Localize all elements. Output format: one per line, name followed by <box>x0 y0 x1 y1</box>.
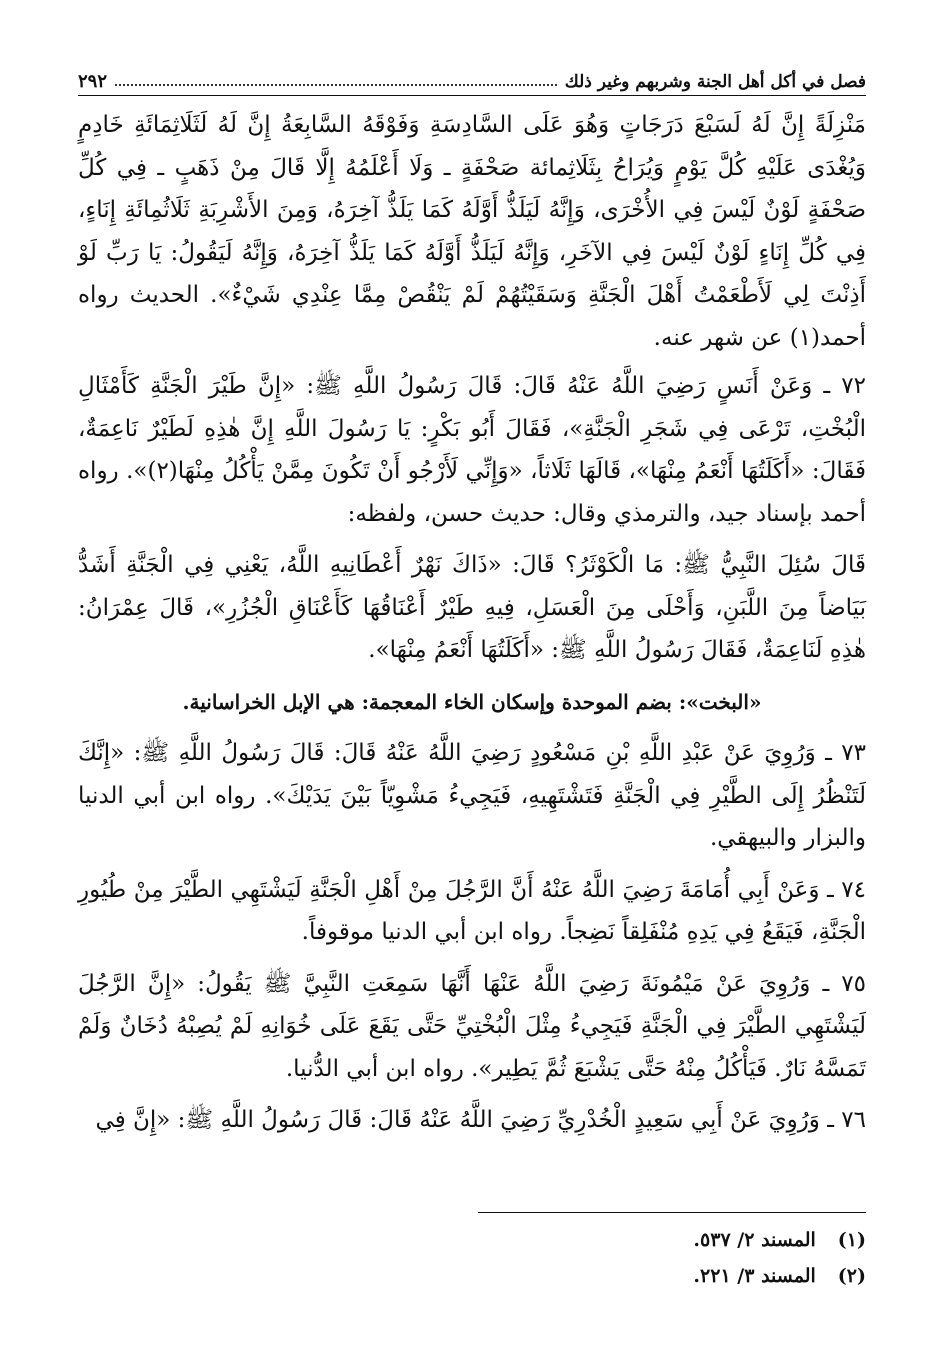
hadith-74: ٧٤ ـ وَعَنْ أَبِي أُمَامَةَ رَضِيَ اللَّهُ عَنْهُ أَنَّ الرَّجُلَ مِنْ أَهْلِ الْجَنَّةِ لَيَشْتَهِي الطَّيْرَ مِنْ طُيُورِ الْجَنَّةِ، فَيَقَعُ فِي يَدِهِ مُنْفَلِقاً نَضِجاً. رواه ابن أبي الدنيا موقوفاً. <box>78 876 866 945</box>
hadith-75: ٧٥ ـ وَرُوِيَ عَنْ مَيْمُونَةَ رَضِيَ اللَّهُ عَنْهَا أَنَّهَا سَمِعَتِ النَّبِيَّ ﷺ يَقُولُ: «إِنَّ الرَّجُلَ لَيَشْتَهِي الطَّيْرَ فِي الْجَنَّةِ فَيَجِيءُ مِثْلَ الْبُخْتِيِّ حَتَّى يَقَعَ عَلَى خُوَانِهِ لَمْ يُصِبْهُ دُخَانٌ وَلَمْ تَمَسَّهُ نَارٌ. فَيَأْكُلُ مِنْهُ حَتَّى يَشْبَعَ ثُمَّ يَطِير». رواه ابن أبي الدُّنيا. <box>78 970 866 1082</box>
running-title: فصل في أكل أهل الجنة وشربهم وغير ذلك <box>564 72 866 92</box>
hadith-72: ٧٢ ـ وَعَنْ أَنَسٍ رَضِيَ اللَّهُ عَنْهُ قَالَ: قَالَ رَسُولُ اللَّهِ ﷺ: «إِنَّ طَيْرَ الْجَنَّةِ كَأَمْثَالِ الْبُخْتِ، تَرْعَى فِي شَجَرِ الْجَنَّةِ»، فَقَالَ أَبُو بَكْرٍ: يَا رَسُولَ اللَّهِ إِنَّ هٰذِهِ لَطَيْرٌ نَاعِمَةٌ، فَقَالَ: «أَكَلَتُهَا أَنْعَمُ مِنْهَا»، قَالَهَا ثَلَاثاً، «وَإِنِّي لَأَرْجُو أَنْ تَكُونَ مِمَّنْ يَأْكُلُ مِنْهَا(٢)». رواه أحمد بإسناد جيد، والترمذي وقال: حديث حسن، ولفظه: <box>78 373 866 527</box>
footnote-text: المسند ٢/ ٥٣٧. <box>693 1229 816 1251</box>
hadith-76: ٧٦ ـ وَرُوِيَ عَنْ أَبِي سَعِيدٍ الْخُدْرِيِّ رَضِيَ اللَّهُ عَنْهُ قَالَ: قَالَ رَسُولُ اللَّهِ ﷺ: «إِنَّ فِي <box>95 1107 866 1133</box>
footnotes <box>560 1222 866 1294</box>
footnote-2 <box>560 1258 866 1294</box>
footnote-marker: (١) <box>837 1229 866 1251</box>
footnote-text: المسند ٣/ ٢٢١. <box>693 1265 816 1287</box>
hadith-73: ٧٣ ـ وَرُوِيَ عَنْ عَبْدِ اللَّهِ بْنِ مَسْعُودٍ رَضِيَ اللَّهُ عَنْهُ قَالَ: قَالَ رَسُولُ اللَّهِ ﷺ: «إِنَّكَ لَتَنْظُرُ إِلَى الطَّيْرِ فِي الْجَنَّةِ فَتَشْتَهِيهِ، فَيَجِيءُ مَشْوِيّاً بَيْنَ يَدَيْكَ». رواه ابن أبي الدنيا والبزار والبيهقي. <box>78 740 866 851</box>
page-header <box>78 66 866 92</box>
glossary-note: «البخت»: بضم الموحدة وإسكان الخاء المعجمة: هي الإبل الخراسانية. <box>182 689 762 714</box>
header-rule <box>78 95 866 96</box>
footnote-rule <box>478 1212 866 1213</box>
header-dot-leader <box>115 84 557 86</box>
page-number: ٢٩٢ <box>78 71 108 92</box>
hadith-72-tirmidhi-wording: قَالَ سُئِلَ النَّبِيُّ ﷺ: مَا الْكَوْثَرُ؟ قَالَ: «ذَاكَ نَهْرٌ أَعْطَانِيهِ اللَّهُ، يَعْنِي فِي الْجَنَّةِ أَشَدُّ بَيَاضاً مِنَ اللَّبَنِ، وَأَحْلَى مِنَ الْعَسَلِ، فِيهِ طَيْرٌ أَعْنَاقُهَا كَأَعْنَاقِ الْجُزُرِ»، قَالَ عِمْرَانُ: هٰذِهِ لَنَاعِمَةٌ، فَقَالَ رَسُولُ اللَّهِ ﷺ: «أَكَلَتُهَا أَنْعَمُ مِنْهَا». <box>78 552 866 663</box>
body-text <box>78 104 866 1151</box>
footnote-1 <box>560 1222 866 1258</box>
paragraph-continuation: مَنْزِلَةً إِنَّ لَهُ لَسَبْعَ دَرَجَاتٍ وَهُوَ عَلَى السَّادِسَةِ وَفَوْقَهُ السَّابِعَةُ إِنَّ لَهُ لَثَلَاثِمَائَةِ خَادِمٍ وَيُغْدَى عَلَيْهِ كُلَّ يَوْمٍ وَيُرَاحُ بِثَلَاثِمائة صَحْفَةٍ ـ وَلَا أَعْلَمُهُ إِلَّا قَالَ مِنْ ذَهَبٍ ـ فِي كُلِّ صَحْفَةٍ لَوْنٌ لَيْسَ فِي الأُخْرَى، وَإِنَّهُ لَيَلَذُّ أَوَّلَهُ كَمَا يَلَذُّ آخِرَهُ، وَمِنَ الأَشْرِبَةِ ثَلَاثُمِائَةِ إِنَاءٍ، فِي كُلِّ إِنَاءٍ لَوْنٌ لَيْسَ فِي الآخَرِ، وَإِنَّهُ لَيَلَذُّ أَوَّلَهُ كَمَا يَلَذُّ آخِرَهُ، وَإِنَّهُ لَيَقُولُ: يَا رَبِّ لَوْ أَذِنْتَ لِي لَأَطْعَمْتُ أَهْلَ الْجَنَّةِ وَسَقَيْتُهُمْ لَمْ يَنْقُصْ مِمَّا عِنْدِي شَيْءٌ». الحديث رواه أحمد(١) عن شهر عنه. <box>78 112 866 351</box>
footnote-marker: (٢) <box>837 1265 866 1287</box>
